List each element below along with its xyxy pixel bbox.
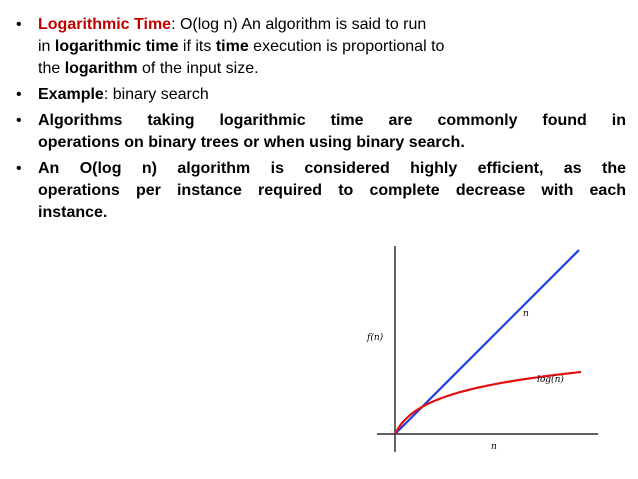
bullet-item (16, 84, 626, 106)
bullet-line (38, 158, 626, 180)
bullet-line (38, 132, 626, 154)
text-run: of the input size. (137, 60, 259, 77)
text-run: the (38, 60, 65, 77)
text-run: Logarithmic Time (38, 16, 172, 33)
text-run: Example (38, 86, 104, 103)
text-run: logarithm (64, 60, 138, 77)
bullet-line (38, 84, 626, 106)
text-run: instance. (38, 204, 108, 221)
bullet-line (38, 14, 626, 36)
text-run: execution is proportional to (248, 38, 445, 55)
bullet-list (16, 14, 626, 224)
bullet-item (16, 110, 626, 154)
text-run: : O(log n) An algorithm is said to run (171, 16, 427, 33)
bullet-line (38, 110, 626, 132)
text-run: An O(log n) algorithm is considered highly efficient, as the (38, 160, 626, 177)
text-run: if its (178, 38, 216, 55)
text-run: Algorithms taking logarithmic time are commonly found in (38, 112, 626, 129)
series-label-log-n: log(n) (537, 375, 564, 385)
text-run: logarithmic time (54, 38, 179, 55)
text-run: operations on binary trees or when using binary search. (38, 134, 465, 151)
text-run: time (215, 38, 249, 55)
bullet-line (38, 36, 626, 58)
y-axis-label: f(n) (367, 333, 384, 343)
bullet-line (38, 180, 626, 202)
text-run: : binary search (103, 86, 209, 103)
x-axis-label: n (491, 442, 497, 452)
text-run: operations per instance required to complete decrease with each (38, 182, 626, 199)
text-run: in (38, 38, 55, 55)
series-label-n: n (523, 309, 529, 319)
bullet-line (38, 202, 626, 224)
complexity-chart (345, 244, 607, 456)
bullet-line (38, 58, 626, 80)
bullet-dot: • (16, 160, 22, 177)
bullet-dot: • (16, 86, 22, 103)
bullet-dot: • (16, 16, 22, 33)
chart-svg (345, 244, 607, 456)
bullet-item (16, 14, 626, 80)
bullet-item (16, 158, 626, 224)
bullet-dot: • (16, 112, 22, 129)
